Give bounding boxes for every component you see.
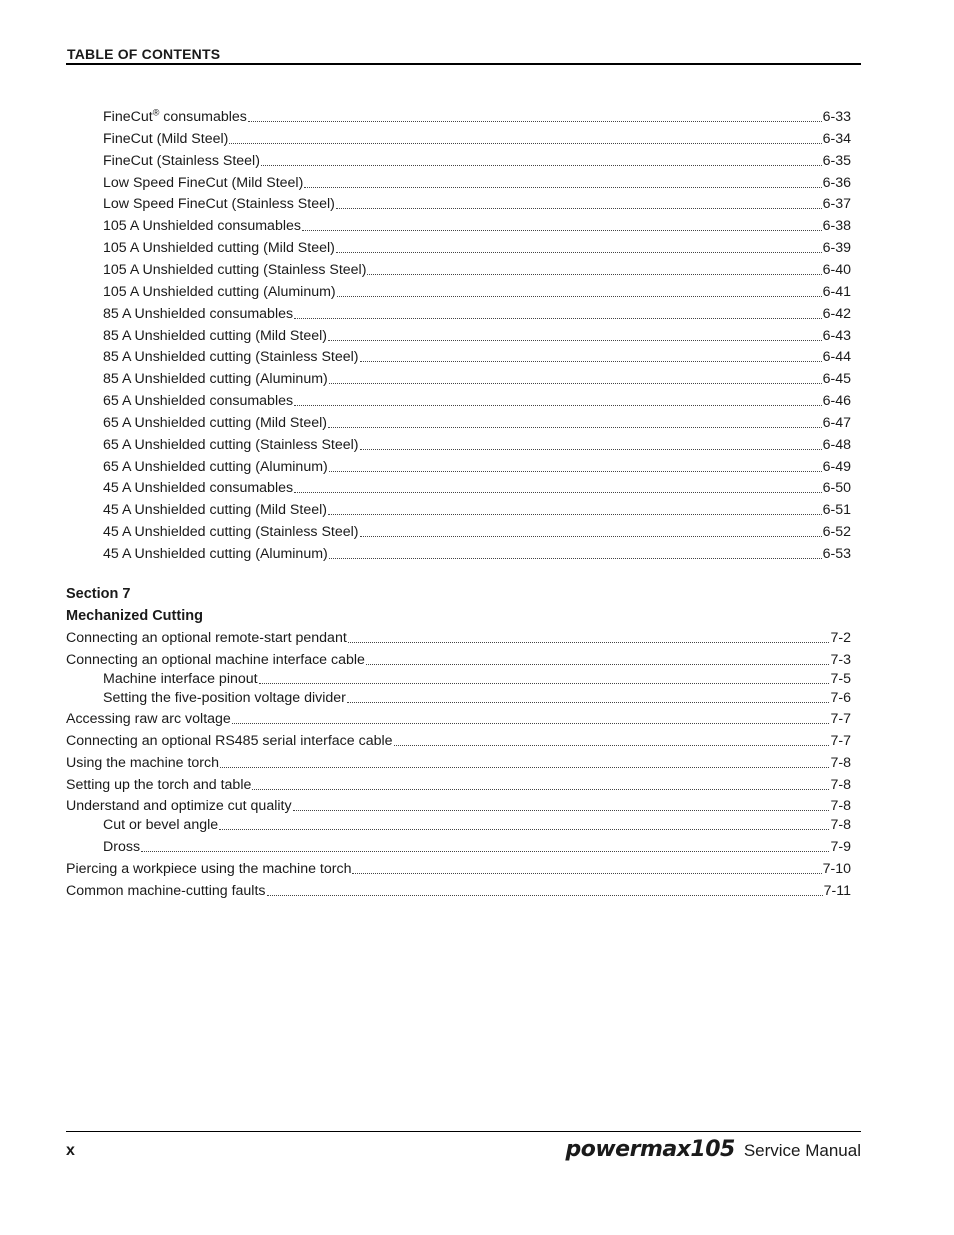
toc-entry-label: Cut or bevel angle xyxy=(103,817,219,833)
toc-entry-label: 105 A Unshielded consumables xyxy=(103,218,301,234)
toc-entry-label: FineCut (Stainless Steel) xyxy=(103,153,260,169)
toc-entry-label: 85 A Unshielded cutting (Stainless Steel) xyxy=(103,349,359,365)
toc-entry-page: 7-11 xyxy=(823,883,851,899)
toc-entry-page: 6-47 xyxy=(822,415,851,431)
toc-entry-page: 6-34 xyxy=(822,131,851,147)
toc-entry-label: 45 A Unshielded cutting (Mild Steel) xyxy=(103,502,327,518)
toc-entry-label: Low Speed FineCut (Mild Steel) xyxy=(103,175,304,191)
toc-entry[interactable] xyxy=(103,458,851,476)
toc-entry[interactable] xyxy=(66,754,851,772)
toc-entry-label: Common machine-cutting faults xyxy=(66,883,266,899)
toc-entry-page: 6-33 xyxy=(822,109,851,125)
toc-entry-page: 7-2 xyxy=(830,630,851,646)
toc-entry-page: 6-46 xyxy=(822,393,851,409)
toc-entry-label: Setting up the torch and table xyxy=(66,777,252,793)
toc-entry[interactable] xyxy=(103,327,851,345)
toc-entry[interactable] xyxy=(103,392,851,410)
toc-entry-label: Machine interface pinout xyxy=(103,671,258,687)
toc-entry[interactable] xyxy=(66,732,851,750)
toc-entry-label: Setting the five-position voltage divider xyxy=(103,690,346,706)
toc-entry-page: 7-8 xyxy=(830,777,851,793)
toc-entry[interactable] xyxy=(66,797,851,815)
dot-leader xyxy=(329,471,822,472)
toc-entry-label: 45 A Unshielded cutting (Stainless Steel) xyxy=(103,524,359,540)
header-rule xyxy=(66,63,861,65)
dot-leader xyxy=(248,121,822,122)
toc-entry-label: Accessing raw arc voltage xyxy=(66,711,231,727)
toc-entry-page: 6-43 xyxy=(822,328,851,344)
toc-entry[interactable] xyxy=(103,436,851,454)
toc-entry-page: 7-6 xyxy=(830,690,851,706)
toc-entry-page: 6-45 xyxy=(822,371,851,387)
toc-entry-page: 7-8 xyxy=(830,817,851,833)
toc-entry[interactable] xyxy=(103,414,851,432)
toc-entry[interactable] xyxy=(103,479,851,497)
dot-leader xyxy=(219,829,829,830)
toc-entry[interactable] xyxy=(103,816,851,834)
dot-leader xyxy=(348,642,830,643)
dot-leader xyxy=(328,427,822,428)
toc-entry[interactable] xyxy=(66,882,851,900)
brand-logo: powermax105 xyxy=(565,1137,735,1162)
toc-entry[interactable] xyxy=(66,651,851,669)
toc-entry-page: 7-5 xyxy=(830,671,851,687)
toc-entry[interactable] xyxy=(103,174,851,192)
toc-entry-page: 6-41 xyxy=(822,284,851,300)
toc-entry-page: 6-52 xyxy=(822,524,851,540)
toc-entry[interactable] xyxy=(103,195,851,213)
toc-entry[interactable] xyxy=(103,239,851,257)
toc-entry-page: 7-9 xyxy=(830,839,851,855)
toc-entry-label: Low Speed FineCut (Stainless Steel) xyxy=(103,196,335,212)
toc-entry-page: 6-51 xyxy=(822,502,851,518)
toc-entry-label: Connecting an optional remote-start pendant xyxy=(66,630,347,646)
toc-entry[interactable] xyxy=(103,523,851,541)
dot-leader xyxy=(329,558,822,559)
toc-entry-label: FineCut® consumables xyxy=(103,107,247,125)
dot-leader xyxy=(294,318,822,319)
footer-rule xyxy=(66,1131,861,1132)
toc-entry-label: 105 A Unshielded cutting (Mild Steel) xyxy=(103,240,335,256)
toc-entry-page: 6-39 xyxy=(822,240,851,256)
dot-leader xyxy=(220,767,829,768)
toc-entry[interactable] xyxy=(66,860,851,878)
dot-leader xyxy=(337,296,822,297)
dot-leader xyxy=(367,274,821,275)
toc-entry[interactable] xyxy=(103,217,851,235)
section-number: Section 7 xyxy=(66,586,131,602)
toc-entry-page: 7-7 xyxy=(830,711,851,727)
toc-entry[interactable] xyxy=(66,710,851,728)
dot-leader xyxy=(259,683,830,684)
footer-brand xyxy=(565,1137,861,1162)
dot-leader xyxy=(261,165,822,166)
toc-entry[interactable] xyxy=(103,152,851,170)
toc-entry-label: 85 A Unshielded cutting (Mild Steel) xyxy=(103,328,327,344)
toc-entry-page: 6-36 xyxy=(822,175,851,191)
dot-leader xyxy=(360,449,822,450)
toc-entry-page: 6-35 xyxy=(822,153,851,169)
dot-leader xyxy=(366,664,830,665)
dot-leader xyxy=(267,895,823,896)
dot-leader xyxy=(329,383,822,384)
section-title: Mechanized Cutting xyxy=(66,608,203,624)
toc-entry-page: 7-8 xyxy=(830,755,851,771)
toc-entry-label: 65 A Unshielded consumables xyxy=(103,393,294,409)
dot-leader xyxy=(336,208,822,209)
toc-entry-label: 105 A Unshielded cutting (Aluminum) xyxy=(103,284,336,300)
toc-entry-page: 6-38 xyxy=(822,218,851,234)
toc-entry-label: Dross xyxy=(103,839,141,855)
toc-entry-page: 6-50 xyxy=(822,480,851,496)
toc-entry[interactable] xyxy=(103,501,851,519)
toc-entry[interactable] xyxy=(103,838,851,856)
dot-leader xyxy=(141,851,829,852)
toc-entry[interactable] xyxy=(66,629,851,647)
toc-entry-label: Understand and optimize cut quality xyxy=(66,798,292,814)
toc-entry[interactable] xyxy=(103,348,851,366)
toc-entry-page: 6-37 xyxy=(822,196,851,212)
toc-entry-label: 65 A Unshielded cutting (Aluminum) xyxy=(103,459,328,475)
toc-entry-page: 6-42 xyxy=(822,306,851,322)
dot-leader xyxy=(294,492,822,493)
dot-leader xyxy=(328,340,822,341)
toc-entry[interactable] xyxy=(103,689,851,707)
toc-entry-label: 105 A Unshielded cutting (Stainless Steel) xyxy=(103,262,367,278)
dot-leader xyxy=(352,873,821,874)
toc-entry[interactable] xyxy=(103,545,851,563)
toc-entry-label: Using the machine torch xyxy=(66,755,219,771)
toc-entry[interactable] xyxy=(103,261,851,279)
brand-suffix: Service Manual xyxy=(743,1141,861,1160)
toc-entry-label: FineCut (Mild Steel) xyxy=(103,131,229,147)
dot-leader xyxy=(252,789,829,790)
toc-entry-label: Connecting an optional machine interface cable xyxy=(66,652,365,668)
dot-leader xyxy=(328,514,822,515)
toc-entry-label: 85 A Unshielded consumables xyxy=(103,306,294,322)
dot-leader xyxy=(302,230,822,231)
toc-entry[interactable] xyxy=(103,370,851,388)
toc-entry-label: Connecting an optional RS485 serial interface cable xyxy=(66,733,393,749)
toc-entry-page: 7-10 xyxy=(822,861,851,877)
toc-entry[interactable] xyxy=(103,108,851,126)
dot-leader xyxy=(336,252,822,253)
dot-leader xyxy=(293,810,830,811)
footer-page-number: x xyxy=(66,1142,75,1159)
toc-entry-page: 6-44 xyxy=(822,349,851,365)
dot-leader xyxy=(347,702,830,703)
toc-entry-page: 6-40 xyxy=(822,262,851,278)
page-header-title: TABLE OF CONTENTS xyxy=(67,46,221,62)
dot-leader xyxy=(360,536,822,537)
toc-entry-page: 6-48 xyxy=(822,437,851,453)
toc-entry[interactable] xyxy=(66,776,851,794)
toc-entry-label: 65 A Unshielded cutting (Stainless Steel) xyxy=(103,437,359,453)
dot-leader xyxy=(360,361,822,362)
toc-entry[interactable] xyxy=(103,305,851,323)
toc-entry[interactable] xyxy=(103,130,851,148)
toc-entry-page: 6-49 xyxy=(822,459,851,475)
dot-leader xyxy=(232,723,830,724)
toc-entry-page: 7-7 xyxy=(830,733,851,749)
toc-entry-label: 65 A Unshielded cutting (Mild Steel) xyxy=(103,415,327,431)
dot-leader xyxy=(294,405,822,406)
dot-leader xyxy=(394,745,830,746)
dot-leader xyxy=(229,143,821,144)
toc-entry-label: 45 A Unshielded cutting (Aluminum) xyxy=(103,546,328,562)
toc-entry-page: 7-8 xyxy=(830,798,851,814)
toc-entry-page: 7-3 xyxy=(830,652,851,668)
toc-entry-label: 45 A Unshielded consumables xyxy=(103,480,294,496)
toc-entry-label: Piercing a workpiece using the machine torch xyxy=(66,861,352,877)
toc-entry[interactable] xyxy=(103,670,851,688)
toc-entry[interactable] xyxy=(103,283,851,301)
toc-entry-page: 6-53 xyxy=(822,546,851,562)
toc-entry-label: 85 A Unshielded cutting (Aluminum) xyxy=(103,371,328,387)
dot-leader xyxy=(304,187,821,188)
